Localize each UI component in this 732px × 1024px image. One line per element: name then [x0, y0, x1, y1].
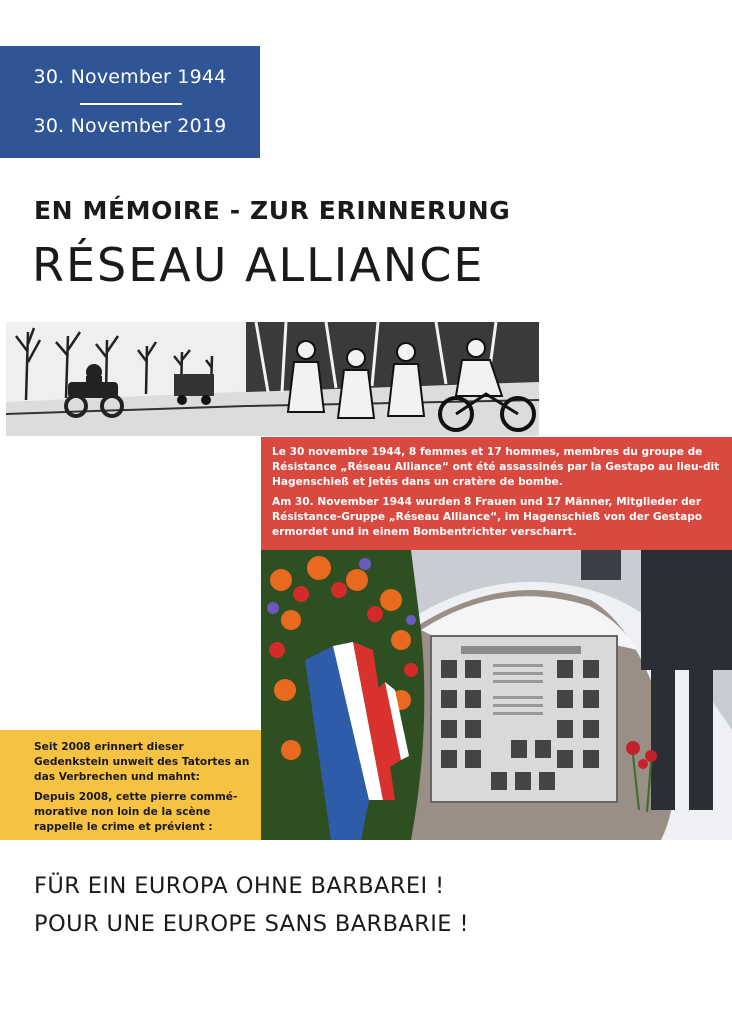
date-2019: 30. November 2019 — [33, 115, 227, 137]
date-1944: 30. November 1944 — [33, 66, 227, 88]
historical-text-german: Am 30. November 1944 wurden 8 Frauen und 17 Männer, Mitglieder der Résistance-Gruppe „Réseau Alliance“, im Hagenschieß von der Gestapo ermordet und in einem Bombentrichter verscharrt. — [272, 496, 703, 538]
page-title: RÉSEAU ALLIANCE — [32, 238, 485, 292]
date-divider — [80, 103, 182, 105]
slogan-french: POUR UNE EUROPE SANS BARBARIE ! — [34, 911, 469, 937]
page-subtitle: EN MÉMOIRE - ZUR ERINNERUNG — [34, 196, 511, 225]
historical-text-panel — [261, 437, 732, 550]
slogan-german: FÜR EIN EUROPA OHNE BARBAREI ! — [34, 873, 445, 899]
date-banner — [0, 46, 260, 158]
engraving-image — [6, 322, 539, 436]
historical-text-french: Le 30 novembre 1944, 8 femmes et 17 hommes, membres du groupe de Résistance „Réseau Alliance“ ont été assassinés par la Gestapo au lieu-dit Hagenschieß et jetés dans un cratère de bombe. — [272, 446, 720, 488]
memorial-text-german: Seit 2008 erinnert dieser Gedenkstein unweit des Tatortes an das Verbrechen und mahnt: — [34, 741, 250, 783]
memorial-photo — [261, 550, 732, 840]
memorial-illustration — [261, 550, 732, 840]
memorial-text-french: Depuis 2008, cette pierre commémorative non loin de la scène rappelle le crime et prévient : — [34, 791, 238, 833]
engraving-illustration — [6, 322, 539, 436]
memorial-text-panel — [0, 730, 261, 840]
